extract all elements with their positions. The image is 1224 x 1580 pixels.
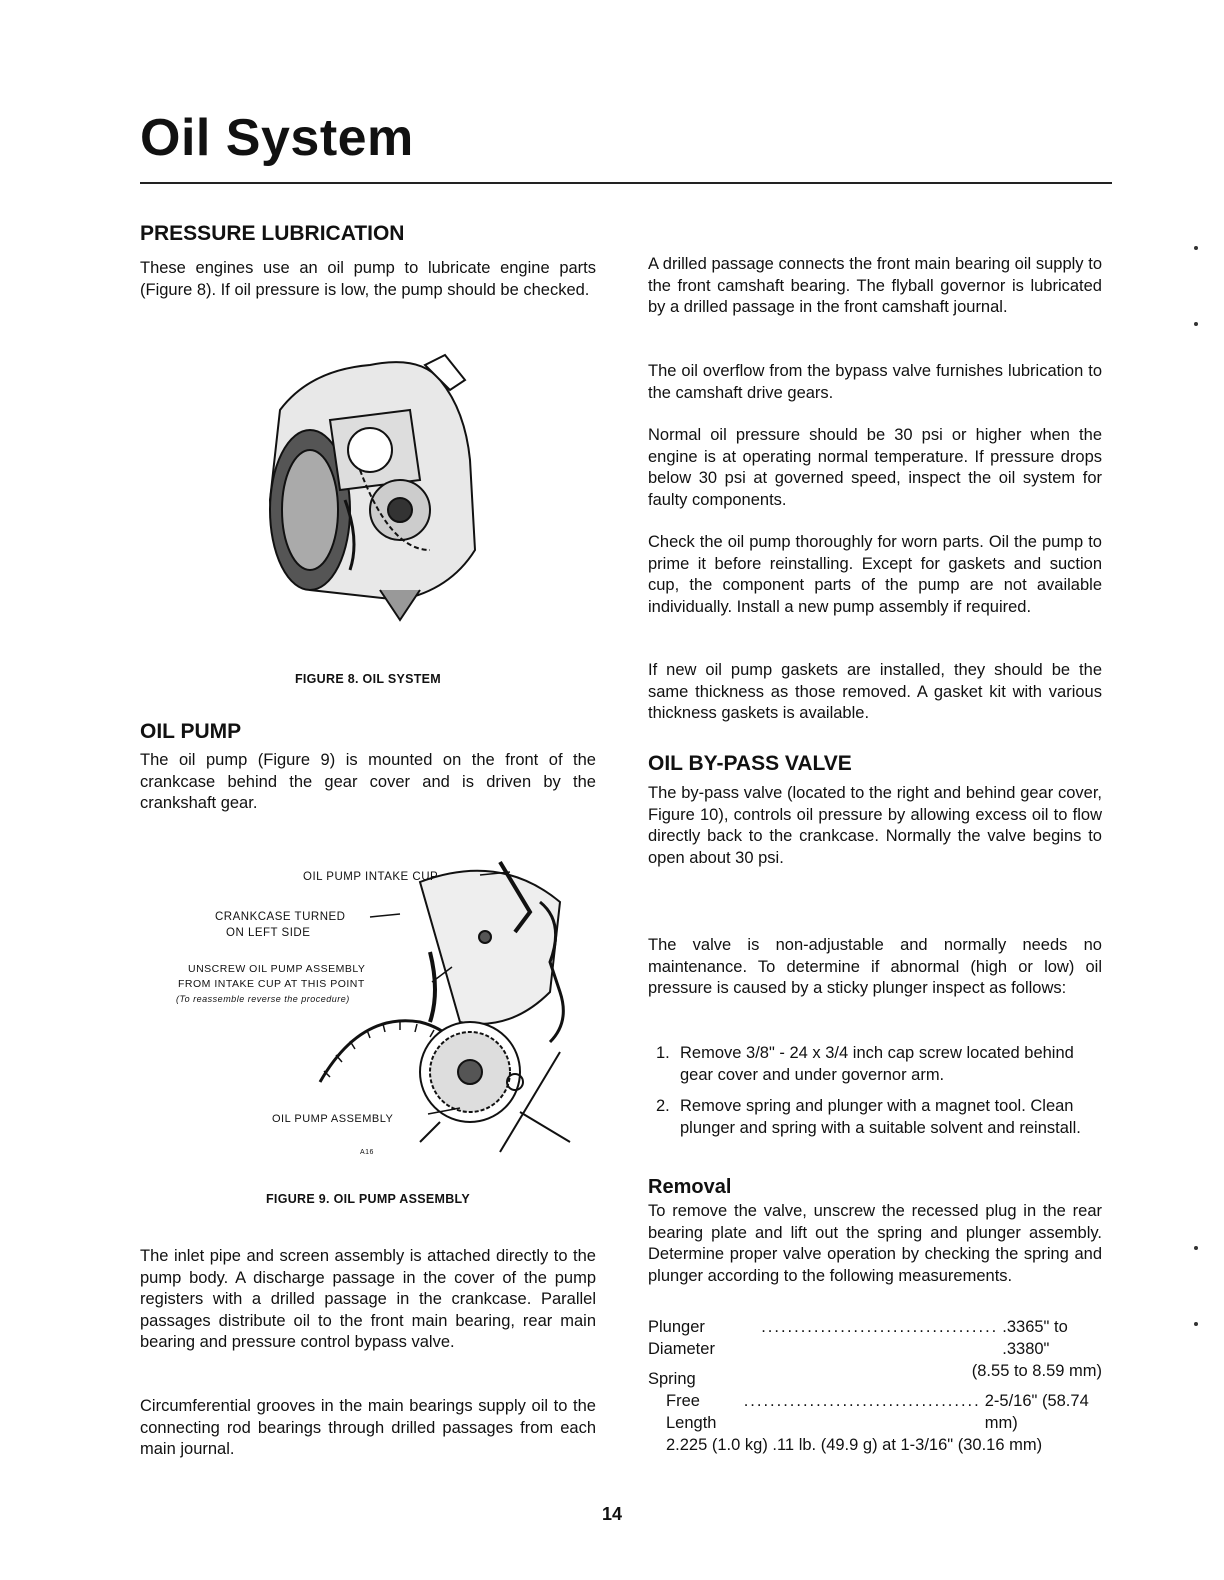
gaskets-text: If new oil pump gaskets are installed, they should be the same thickness as those removed. A gasket kit with various thickness gaskets is available. <box>648 661 1102 722</box>
drilled-passage-text: A drilled passage connects the front main bearing oil supply to the front camshaft bearing. The flyball governor is lubricated by a drilled passage in the front camshaft journal. <box>648 255 1102 316</box>
margin-speck <box>1194 1246 1198 1250</box>
bypass-maintenance-text: The valve is non-adjustable and normally needs no maintenance. To determine if abnormal (high or low) oil pressure is caused by a sticky plunger inspect as follows: <box>648 936 1102 997</box>
pressure-lubrication-text: These engines use an oil pump to lubricate engine parts (Figure 8). If oil pressure is low, the pump should be checked. <box>140 259 596 299</box>
oil-pump-grooves-text: Circumferential grooves in the main bearings supply oil to the connecting rod bearings through drilled passages from each main journal. <box>140 1397 596 1458</box>
plunger-diameter-label: Plunger Diameter <box>648 1318 715 1358</box>
bypass-valve-heading: OIL BY-PASS VALVE <box>648 752 852 775</box>
figure-9-label-unscrew-line3: (To reassemble reverse the procedure) <box>176 994 350 1004</box>
figure-9-oil-pump-assembly-illustration <box>170 842 590 1162</box>
bypass-step-2: 2. Remove spring and plunger with a magnet tool. Clean plunger and spring with a suitable solvent and reinstall. <box>656 1097 1081 1137</box>
page-title: Oil System <box>140 109 414 167</box>
plunger-leader-dots: .................................... <box>761 1318 999 1336</box>
oil-pump-heading: OIL PUMP <box>140 720 242 743</box>
pressure-lubrication-heading: PRESSURE LUBRICATION <box>140 222 405 245</box>
free-length-value: 2-5/16" (58.74 mm) <box>984 1392 1089 1432</box>
spring-spec <box>648 1368 1102 1456</box>
normal-pressure-text: Normal oil pressure should be 30 psi or higher when the engine is at operating normal temperature. If pressure drops below 30 psi at governed speed, inspect the oil system for faulty components. <box>648 426 1102 509</box>
title-rule <box>140 182 1112 184</box>
figure-9-code: A16 <box>360 1149 374 1156</box>
figure-9-caption: FIGURE 9. OIL PUMP ASSEMBLY <box>266 1192 470 1206</box>
removal-text: To remove the valve, unscrew the recessed plug in the rear bearing plate and lift out the spring and plunger assembly. Determine proper valve operation by checking the spring and plunger according to the following measurements. <box>648 1202 1102 1285</box>
bypass-steps-list <box>648 1043 1102 1149</box>
bypass-step-1: 1. Remove 3/8" - 24 x 3/4 inch cap screw located behind gear cover and under governor arm. <box>656 1044 1074 1084</box>
removal-heading: Removal <box>648 1176 732 1198</box>
spring-rate: 2.225 (1.0 kg) .11 lb. (49.9 g) at 1-3/16" (30.16 mm) <box>666 1436 1043 1454</box>
plunger-diameter-value: .3365" to .3380" <box>1002 1318 1068 1358</box>
figure-9-label-intake-cup: OIL PUMP INTAKE CUP <box>303 871 439 883</box>
figure-9-label-unscrew-line1: UNSCREW OIL PUMP ASSEMBLY <box>188 963 366 975</box>
page-number: 14 <box>601 1504 623 1524</box>
margin-speck <box>1194 1322 1198 1326</box>
check-pump-text: Check the oil pump thoroughly for worn parts. Oil the pump to prime it before reinstalling. Except for gaskets and suction cup, the component parts of the pump are not available individually. Install a new pump assembly if required. <box>648 533 1102 616</box>
figure-9-label-crankcase-line1: CRANKCASE TURNED <box>215 911 346 923</box>
margin-speck <box>1194 322 1198 326</box>
oil-overflow-text: The oil overflow from the bypass valve furnishes lubrication to the camshaft drive gears. <box>648 362 1102 402</box>
oil-pump-inlet-text: The inlet pipe and screen assembly is attached directly to the pump body. A discharge passage in the cover of the pump registers with a drilled passage in the crankcase. Parallel passages distribute oil to the front main bearing, rear main bearing and pressure control bypass valve. <box>140 1247 596 1351</box>
margin-speck <box>1194 246 1198 250</box>
oil-pump-text: The oil pump (Figure 9) is mounted on the front of the crankcase behind the gear cover and is driven by the crankshaft gear. <box>140 751 596 812</box>
bypass-valve-text: The by-pass valve (located to the right and behind gear cover, Figure 10), controls oil pressure by allowing excess oil to flow directly back to the crankcase. Normally the valve begins to open about 30 psi. <box>648 784 1102 867</box>
spring-label: Spring <box>648 1370 696 1388</box>
free-length-leader-dots: .................................... <box>743 1392 981 1410</box>
figure-9-label-crankcase-line2: ON LEFT SIDE <box>226 927 311 939</box>
figure-8-oil-system-illustration <box>250 350 490 640</box>
figure-8-caption: FIGURE 8. OIL SYSTEM <box>294 672 442 686</box>
plunger-diameter-metric: (8.55 to 8.59 mm) <box>971 1362 1102 1380</box>
figure-9-label-oil-pump-assembly: OIL PUMP ASSEMBLY <box>272 1113 394 1125</box>
free-length-label: Free Length <box>666 1392 717 1432</box>
figure-9-label-unscrew-line2: FROM INTAKE CUP AT THIS POINT <box>178 978 365 990</box>
